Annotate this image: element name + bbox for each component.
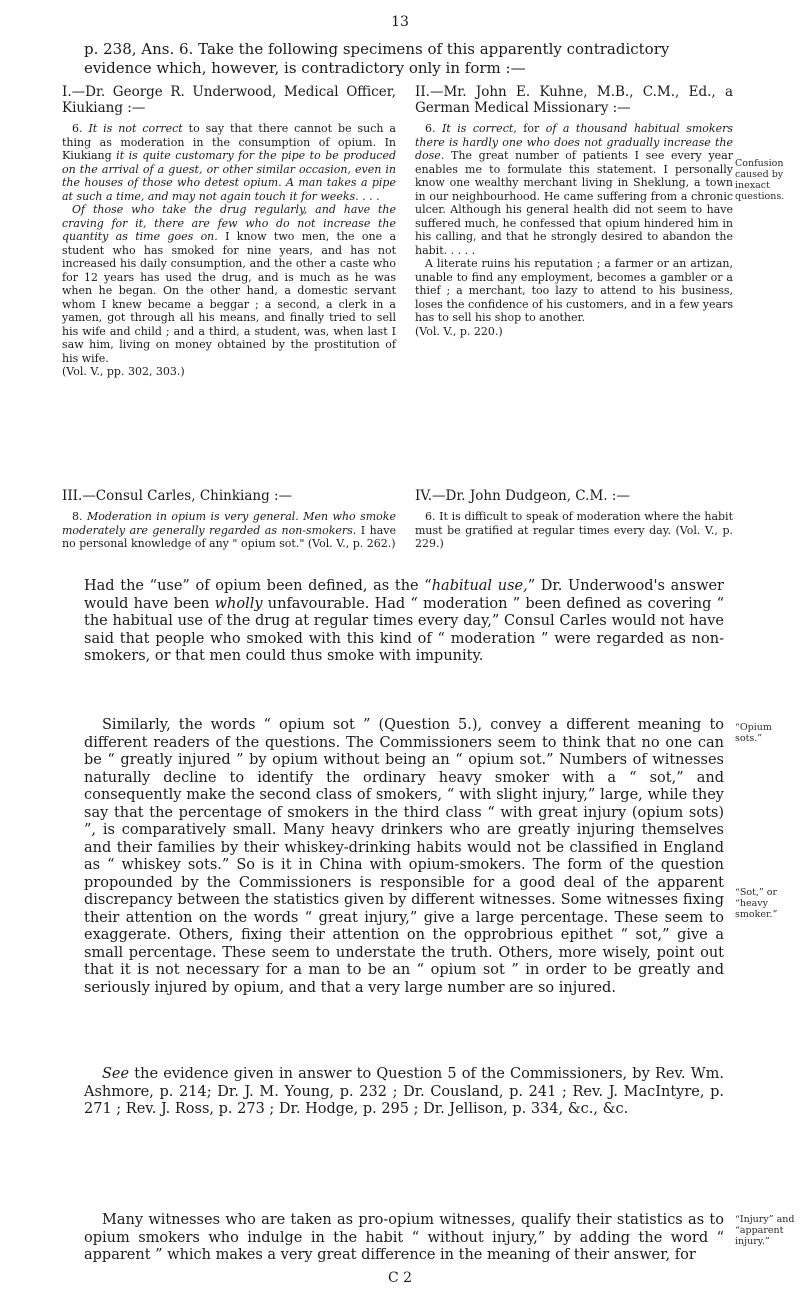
section-carles (62, 488, 396, 551)
margin-note-opium-sots: “Opium sots.” (735, 722, 772, 744)
section-heading: IV.—Dr. John Dudgeon, C.M. :— (415, 488, 630, 504)
paragraph-use-defined: Had the “use” of opium been defined, as the “habitual use,” Dr. Underwood's answer would have been wholly unfavourable. Had “ moderation ” been defined as covering “ the habitual use of the drug at regular times every day,” Consul Carles would not have said that people who smoked with this kind of “ moderation ” were regarded as non-smokers, or that men could thus smoke with impunity. (84, 578, 725, 664)
intro-text: p. 238, Ans. 6. Take the following specimens of this apparently contradictory evidence which, however, is contradictory only in form :— (84, 40, 670, 77)
section-reference: (Vol. V., p. 220.) (415, 324, 503, 338)
margin-note-sot-or-heavy: “Sot,” or “heavy smoker.” (735, 887, 778, 920)
section-paragraph: 6. It is not correct to say that there cannot be such a thing as moderation in the consumption of opium. In Kiukiang it is quite customary for the pipe to be produced on the arrival of a guest, or other similar occasion, even in the houses of those who detest opium. A man takes a pipe at such a time, and may not again touch it for weeks. . . . (62, 122, 396, 203)
page-number: 13 (391, 14, 409, 30)
paragraph-see-evidence: See the evidence given in answer to Question 5 of the Commissioners, by Rev. Wm. Ashmore, p. 214; Dr. J. M. Young, p. 232 ; Dr. Cousland, p. 241 ; Rev. J. MacIntyre, p. 271 ; Rev. J. Ross, p. 273 ; Dr. Hodge, p. 295 ; Dr. Jellison, p. 334, &c., &c. (84, 1066, 724, 1117)
section-reference: (Vol. V., pp. 302, 303.) (62, 365, 185, 378)
section-underwood (62, 84, 396, 379)
section-heading: II.—Mr. John E. Kuhne, M.B., C.M., Ed., a German Medical Missionary :— (415, 84, 733, 116)
section-paragraph: 6. It is correct, for of a thousand habitual smokers there is hardly one who does not gradually increase the dose. The great number of patients I see every year enables me to formulate this statement. I personally know one wealthy merchant living in Sheklung, a town in our neighbourhood. He came suffering from a chronic ulcer. Although his general health did not seem to have suffered much, he confessed that opium hindered him in his calling, and that he strongly desired to abandon the habit. . . . . (415, 122, 733, 257)
section-paragraph: 6. It is difficult to speak of moderation where the habit must be gratified at regular times every day. (Vol. V., p. 229.) (415, 510, 733, 550)
section-paragraph: Of those who take the drug regularly, and have the craving for it, there are few who do not increase the quantity as time goes on. I know two men, the one a student who has smoked for nine years, and has not increased his daily consumption, and the other a caste who for 12 years has used the drug, and is much as he was when he began. On the other hand, a domestic servant whom I knew became a beggar ; a second, a clerk in a yamen, got through all his means, and finally tried to sell his wife and child ; and a third, a student, was, when last I saw him, living on money obtained by the prostitution of his wife. (62, 203, 396, 365)
section-paragraph: 8. Moderation in opium is very general. Men who smoke moderately are generally regarded as non-smokers. I have no personal knowledge of any " opium sot." (Vol. V., p. 262.) (62, 510, 396, 550)
margin-note-injury: “Injury” and “apparent injury.” (735, 1214, 795, 1247)
margin-note-confusion: Confusion caused by inexact questions. (735, 158, 785, 202)
section-heading: I.—Dr. George R. Underwood, Medical Officer, Kiukiang :— (62, 84, 396, 116)
section-paragraph: A literate ruins his reputation ; a farmer or an artizan, unable to find any employment, becomes a gambler or a thief ; a merchant, too lazy to attend to his business, loses the confidence of his customers, and in a few years has to sell his shop to another. (415, 257, 733, 324)
page-signature: C 2 (387, 1270, 413, 1286)
paragraph-opium-sot: Similarly, the words “ opium sot ” (Question 5.), convey a different meaning to different readers of the questions. The Commissioners seem to think that no one can be “ greatly injured ” by opium without being an “ opium sot.” Numbers of witnesses naturally decline to identify the ordinary heavy smoker with a “ sot,” and consequently make the second class of smokers, “ with slight injury,” large, while they say that the percentage of smokers in the third class “ with great injury (opium sots) ”, is comparatively small. Many heavy drinkers who are greatly injuring themselves and their families by their whiskey-drinking habits would not be classified in England as “ whiskey sots.” So is it in China with opium-smokers. The form of the question propounded by the Commissioners is responsible for a good deal of the apparent discrepancy between the statistics given by different witnesses. Some witnesses fixing their attention on the words “ great injury,” give a large percentage. These seem to exaggerate. Others, fixing their attention on the opprobrious epithet “ sot,” give a small percentage. These seem to understate the truth. Others, more wisely, point out that it is not necessary for a man to be an “ opium sot ” in order to be greatly and seriously injured by opium, and that a very large number are so injured. (84, 717, 724, 996)
paragraph-apparent: Many witnesses who are taken as pro-opium witnesses, qualify their statistics as to opium smokers who indulge in the habit “ without injury,” by adding the word “ apparent ” which makes a very great difference in the meaning of their answer, for (84, 1212, 724, 1263)
section-heading: III.—Consul Carles, Chinkiang :— (62, 488, 293, 504)
section-kuhne (415, 84, 733, 338)
section-dudgeon (415, 488, 733, 551)
